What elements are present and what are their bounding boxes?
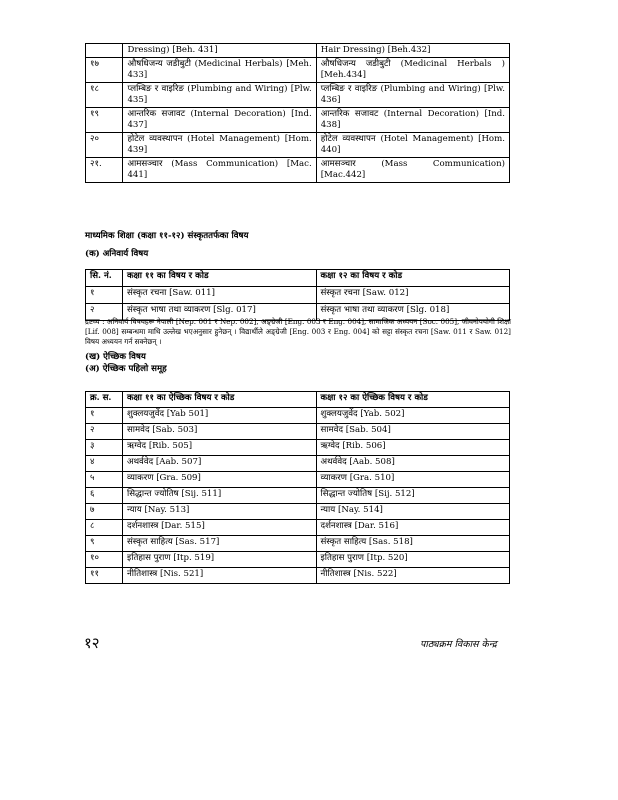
serial-number-cell: ९: [86, 536, 123, 552]
table-row: [86, 158, 510, 183]
table-row: [86, 424, 510, 440]
class-11-subject-cell: संस्कृत रचना [Saw. 011]: [123, 287, 317, 304]
class-12-subject-cell: दर्शनशास्त्र [Dar. 516]: [316, 520, 510, 536]
page-number: १२: [84, 634, 100, 652]
class-11-subject-cell: न्याय [Nay. 513]: [123, 504, 317, 520]
class-12-subject-cell: संस्कृत साहित्य [Sas. 518]: [316, 536, 510, 552]
serial-number-cell: २: [86, 424, 123, 440]
table-row: [86, 440, 510, 456]
serial-number-cell: १७: [86, 58, 123, 83]
elective-group-heading: (अ) ऐच्छिक पहिलो समूह: [85, 364, 167, 374]
table-row: [86, 488, 510, 504]
class-12-subject-cell: संस्कृत भाषा तथा व्याकरण [Slg. 018]: [316, 304, 510, 321]
serial-number-cell: ५: [86, 472, 123, 488]
class-12-subject-cell: औषधिजन्य जडीबुटी (Medicinal Herbals ) [Meh.434]: [316, 58, 509, 83]
header-class-12: कक्षा १२ का ऐच्छिक विषय र कोड: [316, 392, 510, 408]
table-row: [86, 287, 510, 304]
serial-number-cell: १८: [86, 83, 123, 108]
header-sn: सि. नं.: [86, 270, 123, 287]
serial-number-cell: ६: [86, 488, 123, 504]
class-11-subject-cell: आन्तरिक सजावट (Internal Decoration) [Ind. 437]: [123, 108, 316, 133]
table-row: [86, 408, 510, 424]
class-11-subject-cell: सिद्धान्त ज्योतिष [Sij. 511]: [123, 488, 317, 504]
note-text: द्रष्टव्य : अनिवार्य विषयहरू नेपाली [Nep. 001 र Nep. 002], अङ्ग्रेजी [Eng. 003 र Eng. 004], सामाजिक अध्ययन [Soc. 005], जीवनोपयोगी शिक्षा [Lif. 008] सम्बन्धमा माथि उल्लेख भएअनुसार हुनेछन् । विद्यार्थीले अङ्ग्रेजी [Eng. 003 र Eng. 004] को सट्टा संस्कृत रचना [Saw. 011 र Saw. 012] विषय अध्ययन गर्न सक्नेछन् ।: [85, 317, 511, 346]
header-class-11: कक्षा ११ का ऐच्छिक विषय र कोड: [123, 392, 317, 408]
elective-subjects-table: [85, 391, 510, 584]
class-11-subject-cell: सामवेद [Sab. 503]: [123, 424, 317, 440]
class-11-subject-cell: नीतिशास्त्र [Nis. 521]: [123, 568, 317, 584]
class-12-subject-cell: होटेल व्यवस्थापन (Hotel Management) [Hom. 440]: [316, 133, 509, 158]
class-12-subject-cell: इतिहास पुराण [Itp. 520]: [316, 552, 510, 568]
serial-number-cell: २: [86, 304, 123, 321]
class-11-subject-cell: संस्कृत साहित्य [Sas. 517]: [123, 536, 317, 552]
compulsory-subjects-table: [85, 269, 510, 321]
serial-number-cell: १०: [86, 552, 123, 568]
class-11-subject-cell: संस्कृत भाषा तथा व्याकरण [Slg. 017]: [123, 304, 317, 321]
class-12-subject-cell: व्याकरण [Gra. 510]: [316, 472, 510, 488]
class-12-subject-cell: प्लम्बिङ र वाइरिङ (Plumbing and Wiring) [Plw. 436]: [316, 83, 509, 108]
serial-number-cell: १९: [86, 108, 123, 133]
class-12-subject-cell: संस्कृत रचना [Saw. 012]: [316, 287, 510, 304]
serial-number-cell: २०: [86, 133, 123, 158]
class-12-subject-cell: आमसञ्चार (Mass Communication) [Mac.442]: [316, 158, 509, 183]
vocational-subjects-table: [85, 43, 510, 183]
class-12-subject-cell: शुक्लयजुर्वेद [Yab. 502]: [316, 408, 510, 424]
serial-number-cell: [86, 44, 123, 58]
class-12-subject-cell: आन्तरिक सजावट (Internal Decoration) [Ind. 438]: [316, 108, 509, 133]
class-12-subject-cell: सामवेद [Sab. 504]: [316, 424, 510, 440]
class-12-subject-cell: नीतिशास्त्र [Nis. 522]: [316, 568, 510, 584]
table-row: [86, 520, 510, 536]
class-12-subject-cell: Hair Dressing) [Beh.432]: [316, 44, 509, 58]
serial-number-cell: १: [86, 408, 123, 424]
class-11-subject-cell: इतिहास पुराण [Itp. 519]: [123, 552, 317, 568]
serial-number-cell: ८: [86, 520, 123, 536]
serial-number-cell: २१.: [86, 158, 123, 183]
serial-number-cell: १: [86, 287, 123, 304]
table-row: [86, 504, 510, 520]
serial-number-cell: ७: [86, 504, 123, 520]
table-row: [86, 536, 510, 552]
table-row: [86, 58, 510, 83]
header-class-11: कक्षा ११ का विषय र कोड: [123, 270, 317, 287]
table-row: [86, 83, 510, 108]
class-11-subject-cell: प्लम्बिङ र वाइरिङ (Plumbing and Wiring) [Plw. 435]: [123, 83, 316, 108]
serial-number-cell: ४: [86, 456, 123, 472]
table-row: [86, 44, 510, 58]
class-11-subject-cell: ऋग्वेद [Rib. 505]: [123, 440, 317, 456]
class-11-subject-cell: औषधिजन्य जडीबुटी (Medicinal Herbals) [Meh. 433]: [123, 58, 316, 83]
header-sn: क्र. स.: [86, 392, 123, 408]
table-row: [86, 108, 510, 133]
compulsory-heading: (क) अनिवार्य विषय: [85, 249, 149, 259]
class-11-subject-cell: Dressing) [Beh. 431]: [123, 44, 316, 58]
class-12-subject-cell: ऋग्वेद [Rib. 506]: [316, 440, 510, 456]
elective-heading: (ख) ऐच्छिक विषय: [85, 352, 146, 362]
class-11-subject-cell: आमसञ्चार (Mass Communication) [Mac. 441]: [123, 158, 316, 183]
class-12-subject-cell: न्याय [Nay. 514]: [316, 504, 510, 520]
table-row: [86, 568, 510, 584]
class-11-subject-cell: शुक्लयजुर्वेद [Yab 501]: [123, 408, 317, 424]
serial-number-cell: ११: [86, 568, 123, 584]
table-row: [86, 133, 510, 158]
class-11-subject-cell: अथर्ववेद [Aab. 507]: [123, 456, 317, 472]
class-12-subject-cell: सिद्धान्त ज्योतिष [Sij. 512]: [316, 488, 510, 504]
table-row: [86, 472, 510, 488]
table-row: [86, 456, 510, 472]
class-12-subject-cell: अथर्ववेद [Aab. 508]: [316, 456, 510, 472]
class-11-subject-cell: व्याकरण [Gra. 509]: [123, 472, 317, 488]
section-title: माध्यमिक शिक्षा (कक्षा ११-१२) संस्कृततर्फका विषय: [85, 231, 249, 241]
table-row: [86, 552, 510, 568]
class-11-subject-cell: दर्शनशास्त्र [Dar. 515]: [123, 520, 317, 536]
header-class-12: कक्षा १२ का विषय र कोड: [316, 270, 510, 287]
class-11-subject-cell: होटेल व्यवस्थापन (Hotel Management) [Hom. 439]: [123, 133, 316, 158]
serial-number-cell: ३: [86, 440, 123, 456]
footer-text: पाठ्यक्रम विकास केन्द्र: [420, 639, 497, 650]
